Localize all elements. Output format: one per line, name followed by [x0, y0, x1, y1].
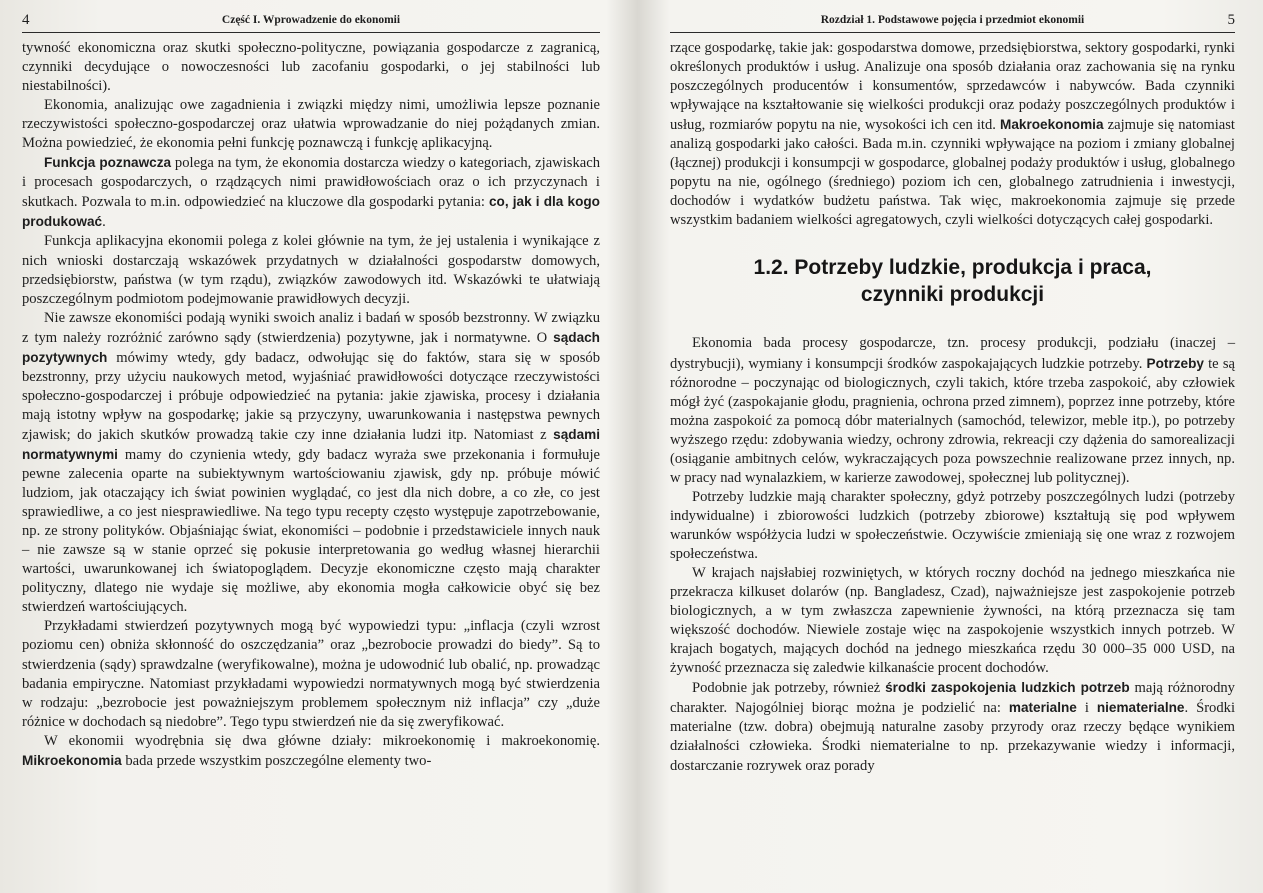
- text-run: mówimy wtedy, gdy badacz, odwołując się do faktów, stara się w sposób bezstronny, przy użyciu naukowych metod, wyjaśniać prawidłowości dotyczące rzeczywistości społeczno-gospodarczej i próbuje odpowiedzieć na pytania: jakie zjawiska, procesy i działania mają istotny wpływ na gospodarkę; jakie są przyczyny, uwarunkowania i następstwa pewnych zjawisk; do jakich skutków prowadzą takie czy inne działania ludzi itp. Natomiast z: [22, 349, 600, 443]
- text-run: Przykładami stwierdzeń pozytywnych mogą być wypowiedzi typu: „inflacja (czyli wzrost poziomu cen) obniża skłonność do oszczędzania” oraz „bezrobocie prowadzi do biedy”. Są to stwierdzenia (sądy) sprawdzalne (weryfikowalne), można je udowodnić lub obalić, np. prowadząc badania empiryczne. Natomiast przykładami wypowiedzi normatywnych mogą być stwierdzenia w rodzaju: „bezrobocie jest poważniejszym problemem społecznym niż inflacja” czy „duże różnice w dochodach są niedobre”. Tego typu stwierdzeń nie da się zweryfikować.: [22, 618, 600, 730]
- paragraph: [22, 309, 600, 618]
- text-run: bada przede wszystkim poszczególne elementy two-: [121, 752, 432, 769]
- text-run: W ekonomii wyodrębnia się dwa główne działy: mikroekonomię i makroekonomię.: [44, 732, 600, 749]
- section-heading: [670, 254, 1235, 308]
- paragraph: [22, 732, 600, 771]
- paragraph: [22, 232, 600, 308]
- text-run: mamy do czynienia wtedy, gdy badacz wyraża swe przekonania i formułuje pewne zalecenia oparte na subiektywnym wartościowaniu zjawisk, gdy np. próbuje mówić ludziom, jak otaczający ich świat powinien wyglądać, co jest dla nich dobre, a co złe, co jest sprawiedliwe, a co jest niesprawiedliwe. Na tego typu recepty często występuje zapotrzebowanie, np. ze strony polityków. Objaśniając świat, ekonomiści – podobnie i przedstawiciele innych nauk – nie zawsze są w stanie oprzeć się pokusie interpretowania go według własnej hierarchii wartości, uwarunkowanej ich światopoglądem. Decyzje ekonomiczne często mają charakter polityczny, dlatego nie wydaje się możliwe, aby ekonomia mogła całkowicie obyć się bez stwierdzeń wartościujących.: [22, 446, 600, 616]
- paragraph: [22, 153, 600, 232]
- right-body-text-top: [670, 39, 1235, 230]
- text-run: Podobnie jak potrzeby, również: [692, 680, 886, 697]
- text-run: zajmuje się natomiast analizą gospodarki jako całości. Bada m.in. czynniki wpływające na poziom i zmiany globalnej (łącznej) produkcji i konsumpcji w gospodarce, globalnej podaży produktów i usług, globalnego popytu na nie, ogólnego (średniego) poziom ich cen, globalnego zatrudnienia i inwestycji, dochodów i wydatków budżetu państwa. Tak więc, makroekonomia zajmuje się przede wszystkim badaniem wielkości agregatowych, czyli wielkości dotyczących całej gospodarki.: [670, 117, 1235, 229]
- paragraph: [670, 488, 1235, 564]
- left-page-number: 4: [22, 12, 30, 28]
- right-running-title: Rozdział 1. Podstawowe pojęcia i przedmiot ekonomii: [820, 14, 1085, 26]
- text-run: mają różnorodny charakter. Najogólniej biorąc można je podzielić na:: [670, 680, 1235, 717]
- text-run: Potrzeby ludzkie mają charakter społeczny, gdyż potrzeby poszczególnych ludzi (potrzeby indywidualne) i zbiorowości ludzkich (potrzeby zbiorowe) kształtują się pod wpływem warunków współżycia ludzi w społeczeństwie. Oczywiście zmieniają się one wraz z rozwojem społeczeństwa.: [670, 488, 1235, 562]
- paragraph: [670, 564, 1235, 678]
- right-page-number: 5: [1227, 12, 1235, 28]
- text-run: polega na tym, że ekonomia dostarcza wiedzy o kategoriach, zjawiskach i procesach gospodarczych, o rządzących nimi prawidłowościach oraz o ich przyczynach i skutkach. Pozwala to m.in. odpowiedzieć na kluczowe dla gospodarki pytania:: [22, 155, 600, 211]
- bold-term: materialne: [1008, 700, 1077, 716]
- paragraph: [670, 678, 1235, 775]
- text-run: tywność ekonomiczna oraz skutki społeczno-polityczne, powiązania gospodarcze z zagranicą, czynniki decydujące o nowoczesności lub zacofaniu gospodarki, o jej stabilności lub niestabilności).: [22, 40, 600, 95]
- text-run: Ekonomia bada procesy gospodarcze, tzn. procesy produkcji, podziału (inaczej – dystrybucji), wymiany i konsumpcji środków zaspokajających ludzkie potrzeby.: [670, 335, 1235, 372]
- paragraph: [670, 334, 1235, 487]
- left-running-title: Część I. Wprowadzenie do ekonomii: [221, 14, 401, 26]
- right-body-text-bottom: [670, 334, 1235, 775]
- text-run: Ekonomia, analizując owe zagadnienia i związki między nimi, umożliwia lepsze poznanie rzeczywistości społeczno-gospodarczej oraz ułatwia wprowadzanie do niej pożądanych zmian. Można powiedzieć, że ekonomia pełni funkcję poznawczą i funkcję aplikacyjną.: [22, 97, 600, 152]
- paragraph: [22, 96, 600, 153]
- section-heading-line-1: 1.2. Potrzeby ludzkie, produkcja i praca,: [753, 256, 1152, 280]
- left-page: [0, 0, 626, 893]
- text-run: W krajach najsłabiej rozwiniętych, w których roczny dochód na jednego mieszkańca nie przekracza kilkuset dolarów (np. Bangladesz, Czad), najważniejsze jest zaspokojenie potrzeb biologicznych, a w tym zwłaszcza zapewnienie żywności, na którą przeznacza się tam większość dochodów. Niewiele zostaje więc na zaspokojenie wszystkich innych potrzeb. W krajach bogatych, mających dochód na jednego mieszkańca rzędu 30 000–35 000 USD, na żywność przeznacza się zaledwie kilkanaście procent dochodów.: [670, 565, 1235, 677]
- bold-term: niematerialne: [1096, 700, 1185, 716]
- text-run: i: [1076, 700, 1097, 717]
- right-running-head: [670, 8, 1235, 33]
- paragraph: [22, 39, 600, 96]
- text-run: Funkcja aplikacyjna ekonomii polega z kolei głównie na tym, że jej ustalenia i wynikające z nich wnioski dostarczają wskazówek przydatnych w działalności gospodarstw domowych, przedsiębiorstw, państwa (w tym rządu), związków zawodowych itd. Wskazówki te ułatwiają poszczególnym podmiotom podejmowanie prawidłowych decyzji.: [22, 233, 600, 307]
- text-run: . Środki materialne (tzw. dobra) obejmują naturalne zasoby przyrody oraz rzeczy będące wynikiem działalności człowieka. Środki niematerialne to np. przekazywanie wiedzy i informacji, dostarczanie rozrywek oraz porady: [670, 700, 1235, 774]
- bold-term: co, jak i dla kogo produkować: [22, 194, 600, 230]
- bold-term: sądami normatywnymi: [22, 426, 600, 462]
- bold-term: Mikroekonomia: [22, 752, 122, 768]
- text-run: Nie zawsze ekonomiści podają wyniki swoich analiz i badań w sposób bezstronny. W związku z tym należy rozróżnić zarówno sądy (stwierdzenia) pozytywne, jak i normatywne. O: [22, 309, 600, 346]
- left-body-text: [22, 39, 600, 771]
- text-run: te są różnorodne – poczynając od biologicznych, czyli takich, które trzeba zaspokoić, aby człowiek mógł żyć (zaspokajanie głodu, pragnienia, ochrona przed zimnem), poprzez inne potrzeby, które można zaspokoić za pomocą dóbr materialnych (samochód, telewizor, meble itp.), po potrzeby wyższego rzędu: zdobywania wiedzy, ochrony zdrowia, rekreacji czy dążenia do samorealizacji (osiąganie ambitnych celów, wykraczających poza powszechnie realizowane przez innych, np. w pracy nad wynalazkiem, w karierze zawodowej, społecznej lub politycznej).: [670, 355, 1235, 486]
- bold-term: Potrzeby: [1146, 355, 1204, 371]
- paragraph: [22, 617, 600, 731]
- section-heading-line-2: czynniki produkcji: [860, 283, 1045, 307]
- text-run: rzące gospodarkę, takie jak: gospodarstwa domowe, przedsiębiorstwa, sektory gospodarki, rynki określonych produktów i usług. Analizuje ona sposób działania oraz zachowania się na rynku poszczególnych producentów i konsumentów, sprzedawców i nabywców. Bada czynniki wpływające na kształtowanie się wielkości produkcji oraz podaży poszczególnych produktów i usług, rozmiarów popytu na nie, wysokości ich cen itd.: [670, 40, 1235, 134]
- text-run: .: [102, 214, 106, 231]
- bold-term: sądach pozytywnych: [22, 329, 600, 365]
- left-running-head: [22, 8, 600, 33]
- bold-term: Funkcja poznawcza: [44, 155, 172, 171]
- right-page: [626, 0, 1263, 893]
- bold-term: Makroekonomia: [1000, 117, 1104, 133]
- bold-term: środki zaspokojenia ludzkich potrzeb: [885, 680, 1130, 696]
- paragraph: [670, 39, 1235, 230]
